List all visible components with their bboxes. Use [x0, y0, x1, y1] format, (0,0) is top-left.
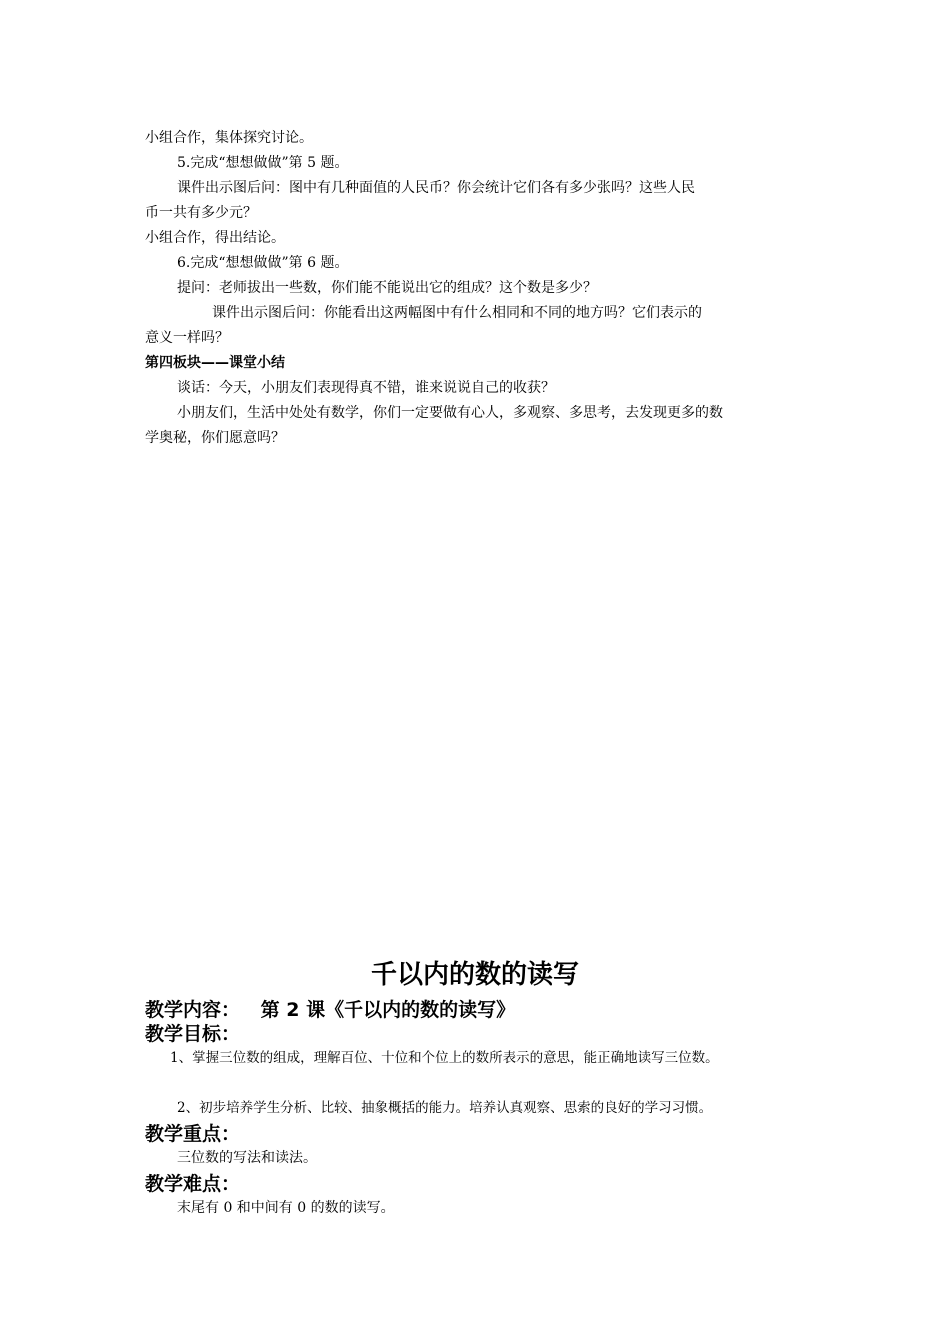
goal-item: 2、初步培养学生分析、比较、抽象概括的能力。培养认真观察、思索的良好的学习习惯。	[177, 1100, 713, 1116]
key-heading: 教学重点：	[145, 1123, 241, 1145]
goal-item: 1、掌握三位数的组成，理解百位、十位和个位上的数所表示的意思，能正确地读写三位数。	[170, 1050, 719, 1066]
content-label: 教学内容：	[145, 999, 241, 1021]
text-line: 小组合作，得出结论。	[145, 230, 285, 246]
content-value: 第 2 课《千以内的数的读写》	[260, 999, 516, 1021]
text-line: 课件出示图后问：你能看出这两幅图中有什么相同和不同的地方吗？它们表示的	[212, 305, 702, 321]
text-line: 谈话：今天，小朋友们表现得真不错，谁来说说自己的收获？	[177, 380, 555, 396]
text-line: 意义一样吗？	[145, 330, 229, 346]
section-heading: 第四板块——课堂小结	[145, 355, 285, 371]
text-line: 学奥秘，你们愿意吗？	[145, 430, 285, 446]
text-line: 小组合作，集体探究讨论。	[145, 130, 313, 146]
content-heading	[145, 998, 515, 1022]
key-value: 三位数的写法和读法。	[177, 1150, 317, 1166]
text-line: 5.完成“想想做做”第 5 题。	[177, 155, 349, 171]
text-line: 课件出示图后问：图中有几种面值的人民币？你会统计它们各有多少张吗？这些人民	[177, 180, 695, 196]
text-line: 币一共有多少元？	[145, 205, 257, 221]
text-line: 6.完成“想想做做”第 6 题。	[177, 255, 349, 271]
difficulty-value: 末尾有 0 和中间有 0 的数的读写。	[177, 1200, 395, 1216]
text-line: 提问：老师拔出一些数，你们能不能说出它的组成？这个数是多少？	[177, 280, 597, 296]
goals-heading: 教学目标：	[145, 1023, 241, 1045]
lesson-title: 千以内的数的读写	[370, 960, 579, 990]
difficulty-heading: 教学难点：	[145, 1173, 241, 1195]
text-line: 小朋友们，生活中处处有数学，你们一定要做有心人，多观察、多思考，去发现更多的数	[177, 405, 723, 421]
